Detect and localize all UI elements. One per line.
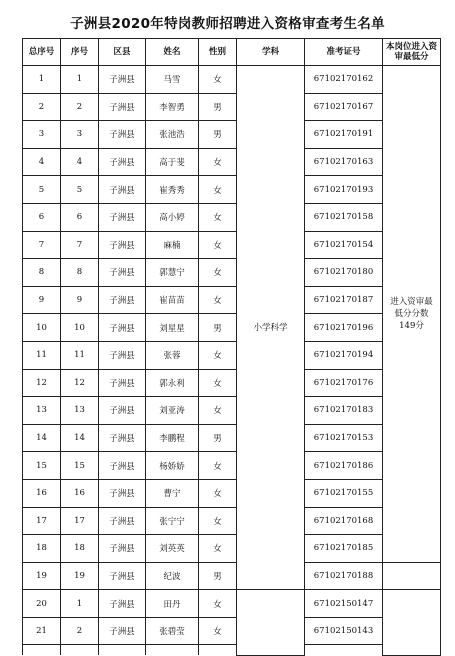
row-county: 子洲县 — [99, 397, 146, 425]
row-gender: 男 — [199, 424, 237, 452]
row-exam-id: 67102170168 — [305, 507, 383, 535]
row-seq: 1 — [61, 590, 99, 618]
min-score-empty — [383, 562, 441, 590]
row-gender: 女 — [199, 176, 237, 204]
row-name: 崔苗苗 — [146, 286, 199, 314]
row-county: 子洲县 — [99, 148, 146, 176]
row-seq: 15 — [61, 452, 99, 480]
header-gender: 性别 — [199, 39, 237, 66]
page-title: 子洲县2020年特岗教师招聘进入资格审查考生名单 — [70, 16, 385, 32]
table-body — [23, 66, 441, 656]
table-row — [23, 231, 441, 259]
partial-cell — [61, 645, 99, 656]
row-county: 子洲县 — [99, 203, 146, 231]
table-row — [23, 259, 441, 287]
table-row — [23, 93, 441, 121]
row-seq: 1 — [61, 66, 99, 94]
header-county: 区县 — [99, 39, 146, 66]
row-exam-id: 67102170193 — [305, 176, 383, 204]
row-total-no: 8 — [23, 259, 61, 287]
row-total-no: 6 — [23, 203, 61, 231]
row-gender: 女 — [199, 369, 237, 397]
row-name: 刘英英 — [146, 535, 199, 563]
row-total-no: 21 — [23, 617, 61, 645]
row-exam-id: 67102150143 — [305, 617, 383, 645]
row-county: 子洲县 — [99, 314, 146, 342]
row-name: 高于斐 — [146, 148, 199, 176]
row-total-no: 4 — [23, 148, 61, 176]
row-exam-id: 67102170153 — [305, 424, 383, 452]
table-row — [23, 176, 441, 204]
table-row — [23, 286, 441, 314]
partial-cell — [305, 645, 383, 656]
row-county: 子洲县 — [99, 507, 146, 535]
row-seq: 19 — [61, 562, 99, 590]
table-row — [23, 479, 441, 507]
row-seq: 10 — [61, 314, 99, 342]
header-min-score: 本岗位进入资审最低分 — [383, 39, 441, 66]
row-seq: 16 — [61, 479, 99, 507]
partial-cell — [199, 645, 237, 656]
row-seq: 11 — [61, 341, 99, 369]
row-name: 李鹏程 — [146, 424, 199, 452]
row-total-no: 1 — [23, 66, 61, 94]
row-total-no: 17 — [23, 507, 61, 535]
row-gender: 女 — [199, 66, 237, 94]
row-total-no: 20 — [23, 590, 61, 618]
table-row — [23, 314, 441, 342]
table-row — [23, 562, 441, 590]
row-exam-id: 67102170183 — [305, 397, 383, 425]
row-gender: 女 — [199, 590, 237, 618]
row-gender: 女 — [199, 231, 237, 259]
row-exam-id: 67102170188 — [305, 562, 383, 590]
table-row — [23, 590, 441, 618]
row-total-no: 15 — [23, 452, 61, 480]
row-name: 崔秀秀 — [146, 176, 199, 204]
row-county: 子洲县 — [99, 259, 146, 287]
row-name: 纪波 — [146, 562, 199, 590]
min-score-note-2 — [383, 590, 441, 656]
table-row — [23, 66, 441, 94]
row-seq: 5 — [61, 176, 99, 204]
row-seq: 9 — [61, 286, 99, 314]
header-name: 姓名 — [146, 39, 199, 66]
row-total-no: 13 — [23, 397, 61, 425]
row-county: 子洲县 — [99, 590, 146, 618]
header-row — [23, 39, 441, 66]
table-row — [23, 121, 441, 149]
row-exam-id: 67102170176 — [305, 369, 383, 397]
table-row — [23, 507, 441, 535]
partial-cell — [146, 645, 199, 656]
row-total-no: 2 — [23, 93, 61, 121]
row-seq: 14 — [61, 424, 99, 452]
row-county: 子洲县 — [99, 66, 146, 94]
row-exam-id: 67102170196 — [305, 314, 383, 342]
row-county: 子洲县 — [99, 562, 146, 590]
row-county: 子洲县 — [99, 369, 146, 397]
row-seq: 12 — [61, 369, 99, 397]
row-name: 马雪 — [146, 66, 199, 94]
row-seq: 4 — [61, 148, 99, 176]
row-county: 子洲县 — [99, 617, 146, 645]
row-total-no: 14 — [23, 424, 61, 452]
row-total-no: 12 — [23, 369, 61, 397]
row-gender: 女 — [199, 341, 237, 369]
row-gender: 女 — [199, 452, 237, 480]
row-name: 郭慧宁 — [146, 259, 199, 287]
header-seq: 序号 — [61, 39, 99, 66]
row-name: 高小婷 — [146, 203, 199, 231]
row-total-no: 10 — [23, 314, 61, 342]
row-county: 子洲县 — [99, 93, 146, 121]
table-row — [23, 424, 441, 452]
row-gender: 女 — [199, 259, 237, 287]
subject-cell-2 — [237, 590, 305, 656]
row-total-no: 18 — [23, 535, 61, 563]
row-county: 子洲县 — [99, 452, 146, 480]
row-name: 曹宁 — [146, 479, 199, 507]
row-name: 麻楠 — [146, 231, 199, 259]
table-row — [23, 617, 441, 645]
header-subject: 学科 — [237, 39, 305, 66]
row-gender: 女 — [199, 148, 237, 176]
row-gender: 女 — [199, 203, 237, 231]
row-county: 子洲县 — [99, 231, 146, 259]
row-total-no: 16 — [23, 479, 61, 507]
row-county: 子洲县 — [99, 479, 146, 507]
row-exam-id: 67102170154 — [305, 231, 383, 259]
row-gender: 女 — [199, 507, 237, 535]
row-name: 刘星星 — [146, 314, 199, 342]
header-total-no: 总序号 — [23, 39, 61, 66]
row-county: 子洲县 — [99, 121, 146, 149]
table-row — [23, 369, 441, 397]
row-county: 子洲县 — [99, 176, 146, 204]
row-seq: 18 — [61, 535, 99, 563]
row-gender: 男 — [199, 314, 237, 342]
row-exam-id: 67102170186 — [305, 452, 383, 480]
row-county: 子洲县 — [99, 424, 146, 452]
row-exam-id: 67102150147 — [305, 590, 383, 618]
row-seq: 6 — [61, 203, 99, 231]
row-name: 李智勇 — [146, 93, 199, 121]
table-row — [23, 535, 441, 563]
table-row — [23, 452, 441, 480]
table-row — [23, 203, 441, 231]
row-exam-id: 67102170191 — [305, 121, 383, 149]
row-county: 子洲县 — [99, 535, 146, 563]
partial-cell — [99, 645, 146, 656]
table-row — [23, 341, 441, 369]
row-gender: 男 — [199, 121, 237, 149]
row-seq: 7 — [61, 231, 99, 259]
row-gender: 男 — [199, 93, 237, 121]
row-gender: 女 — [199, 397, 237, 425]
row-seq: 2 — [61, 93, 99, 121]
row-name: 张碧莹 — [146, 617, 199, 645]
row-name: 杨娇娇 — [146, 452, 199, 480]
row-name: 郭永利 — [146, 369, 199, 397]
row-exam-id: 67102170162 — [305, 66, 383, 94]
row-exam-id: 67102170167 — [305, 93, 383, 121]
row-gender: 男 — [199, 562, 237, 590]
table-row-partial — [23, 645, 441, 656]
row-exam-id: 67102170158 — [305, 203, 383, 231]
row-gender: 女 — [199, 286, 237, 314]
row-name: 张池浩 — [146, 121, 199, 149]
row-seq: 8 — [61, 259, 99, 287]
row-county: 子洲县 — [99, 286, 146, 314]
row-seq: 13 — [61, 397, 99, 425]
row-exam-id: 67102170155 — [305, 479, 383, 507]
row-seq: 2 — [61, 617, 99, 645]
subject-cell: 小学科学 — [237, 66, 305, 590]
partial-cell — [23, 645, 61, 656]
row-gender: 女 — [199, 535, 237, 563]
row-name: 张蓉 — [146, 341, 199, 369]
row-name: 田丹 — [146, 590, 199, 618]
row-exam-id: 67102170163 — [305, 148, 383, 176]
row-exam-id: 67102170187 — [305, 286, 383, 314]
candidate-table — [22, 38, 441, 656]
table-row — [23, 397, 441, 425]
row-name: 刘亚涛 — [146, 397, 199, 425]
header-exam-id: 准考证号 — [305, 39, 383, 66]
row-total-no: 7 — [23, 231, 61, 259]
row-exam-id: 67102170185 — [305, 535, 383, 563]
row-exam-id: 67102170194 — [305, 341, 383, 369]
min-score-note: 进入资审最低分分数149分 — [383, 66, 441, 563]
row-gender: 女 — [199, 617, 237, 645]
row-exam-id: 67102170180 — [305, 259, 383, 287]
row-gender: 女 — [199, 479, 237, 507]
row-county: 子洲县 — [99, 341, 146, 369]
row-name: 张宁宁 — [146, 507, 199, 535]
row-seq: 17 — [61, 507, 99, 535]
row-seq: 3 — [61, 121, 99, 149]
row-total-no: 19 — [23, 562, 61, 590]
row-total-no: 5 — [23, 176, 61, 204]
table-row — [23, 148, 441, 176]
row-total-no: 11 — [23, 341, 61, 369]
row-total-no: 3 — [23, 121, 61, 149]
row-total-no: 9 — [23, 286, 61, 314]
